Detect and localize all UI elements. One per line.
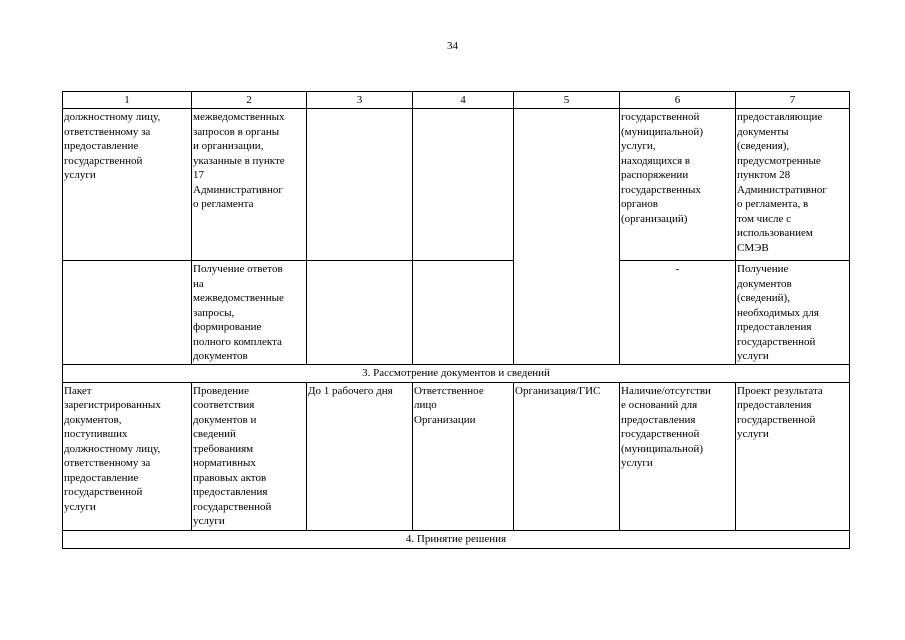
section-title-decision: 4. Принятие решения: [63, 530, 850, 548]
table-row: [63, 261, 850, 365]
cell-result: Получение документов (сведений), необходимых для предоставления государственной услуги: [736, 261, 850, 365]
cell-responsible: [413, 261, 514, 365]
column-header-4: 4: [413, 92, 514, 109]
column-header-6: 6: [620, 92, 736, 109]
cell-input-documents: должностному лицу, ответственному за предоставление государственной услуги: [63, 109, 192, 261]
cell-duration: [307, 261, 413, 365]
cell-duration: [307, 109, 413, 261]
cell-system: [514, 109, 620, 365]
column-header-7: 7: [736, 92, 850, 109]
section-heading-row: [63, 530, 850, 548]
cell-duration: До 1 рабочего дня: [307, 382, 413, 530]
section-title-review: 3. Рассмотрение документов и сведений: [63, 364, 850, 382]
cell-input-documents: [63, 261, 192, 365]
column-header-1: 1: [63, 92, 192, 109]
table-row: [63, 109, 850, 261]
cell-criteria: государственной (муниципальной) услуги, находящихся в распоряжении государственных органов (организаций): [620, 109, 736, 261]
cell-responsible: Ответственное лицо Организации: [413, 382, 514, 530]
cell-input-documents: Пакет зарегистрированных документов, поступивших должностному лицу, ответственному за предоставление государственной услуги: [63, 382, 192, 530]
table-row: [63, 382, 850, 530]
cell-responsible: [413, 109, 514, 261]
cell-criteria: Наличие/отсутстви е оснований для предоставления государственной (муниципальной) услуги: [620, 382, 736, 530]
section-heading-row: [63, 364, 850, 382]
column-header-5: 5: [514, 92, 620, 109]
page-number: 34: [447, 40, 458, 52]
cell-action: Получение ответов на межведомственные запросы, формирование полного комплекта документов: [192, 261, 307, 365]
column-header-3: 3: [307, 92, 413, 109]
procedure-table: [62, 91, 850, 549]
cell-system: Организация/ГИС: [514, 382, 620, 530]
column-header-2: 2: [192, 92, 307, 109]
cell-result: предоставляющие документы (сведения), предусмотренные пунктом 28 Административног о регламента, в том числе с использованием СМЭВ: [736, 109, 850, 261]
column-number-row: [63, 92, 850, 109]
cell-action: Проведение соответствия документов и сведений требованиям нормативных правовых актов предоставления государственной услуги: [192, 382, 307, 530]
cell-criteria: -: [620, 261, 736, 365]
cell-result: Проект результата предоставления государственной услуги: [736, 382, 850, 530]
cell-action: межведомственных запросов в органы и организации, указанные в пункте 17 Административног о регламента: [192, 109, 307, 261]
